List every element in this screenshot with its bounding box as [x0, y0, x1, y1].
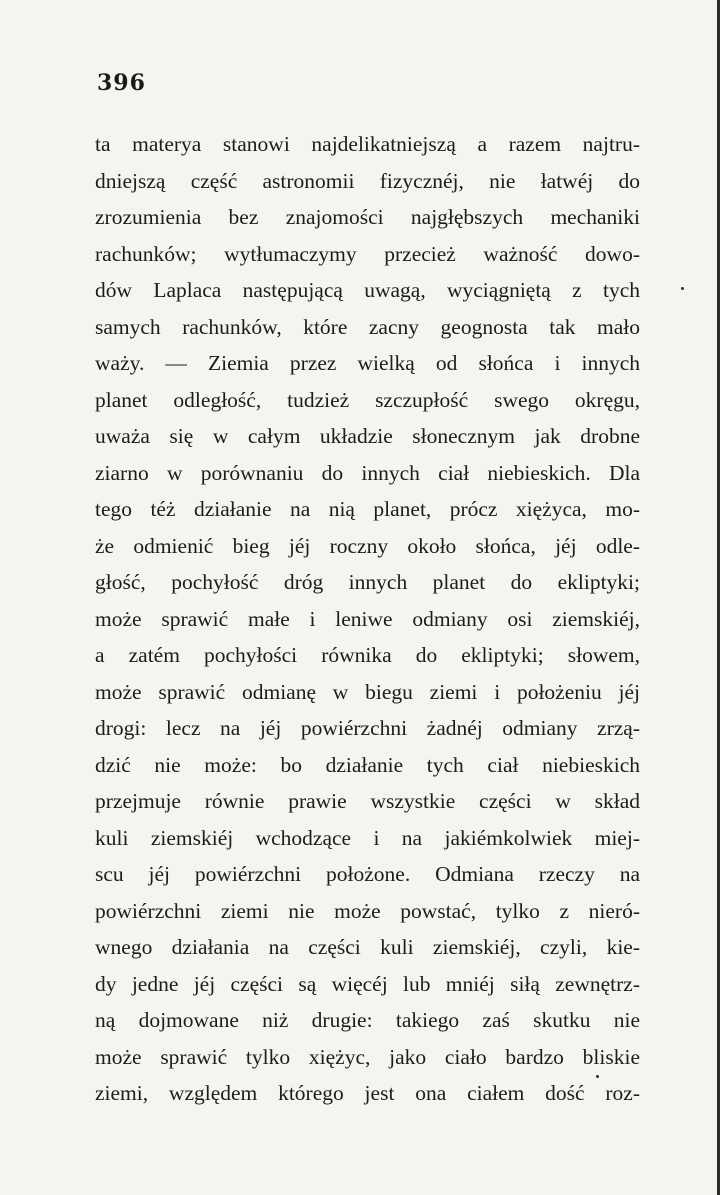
- text-line: dniejszą część astronomii fizycznéj, nie łatwéj do: [95, 168, 640, 193]
- text-line: kuli ziemskiéj wchodzące i na jakiémkolwiek miej-: [95, 825, 640, 850]
- text-line: dy jedne jéj części są więcéj lub mniéj siłą zewnętrz-: [95, 971, 640, 996]
- ink-speck: [681, 287, 684, 290]
- text-line: uważa się w całym układzie słonecznym jak drobne: [95, 424, 640, 448]
- text-line: samych rachunków, które zacny geognosta tak mało: [95, 314, 640, 339]
- text-line: przejmuje równie prawie wszystkie części w skład: [95, 789, 640, 813]
- text-line: ziarno w porównaniu do innych ciał niebieskich. Dla: [95, 460, 640, 485]
- text-line: planet odległość, tudzież szczupłość swego okręgu,: [95, 387, 640, 412]
- text-line: ną dojmowane niż drugie: takiego zaś skutku nie: [95, 1008, 640, 1032]
- text-line: wnego działania na części kuli ziemskiéj, czyli, kie-: [95, 935, 640, 959]
- text-line: dów Laplaca następującą uwagą, wyciągniętą z tych: [95, 278, 640, 302]
- text-line: ziemi, względem którego jest ona ciałem dość roz-: [95, 1081, 640, 1105]
- text-line: powiérzchni ziemi nie może powstać, tylko z nieró-: [95, 898, 640, 923]
- text-line: może sprawić odmianę w biegu ziemi i położeniu jéj: [95, 679, 640, 704]
- text-line: waży. — Ziemia przez wielką od słońca i innych: [95, 351, 640, 375]
- text-line: scu jéj powiérzchni położone. Odmiana rzeczy na: [95, 862, 640, 886]
- page-number: 396: [97, 70, 146, 96]
- text-line: może sprawić małe i leniwe odmiany osi ziemskiéj,: [95, 606, 640, 631]
- text-line: rachunków; wytłumaczymy przecież ważność dowo-: [95, 241, 640, 266]
- body-text: [95, 126, 640, 1112]
- text-line: że odmienić bieg jéj roczny około słońca, jéj odle-: [95, 533, 640, 558]
- text-line: a zatém pochyłości równika do ekliptyki; słowem,: [95, 643, 640, 667]
- text-line: może sprawić tylko xiężyc, jako ciało bardzo bliskie: [95, 1044, 640, 1069]
- text-line: drogi: lecz na jéj powiérzchni żadnéj odmiany zrzą-: [95, 716, 640, 740]
- text-line: ta materya stanowi najdelikatniejszą a razem najtru-: [95, 132, 640, 156]
- text-line: zrozumienia bez znajomości najgłębszych mechaniki: [95, 205, 640, 229]
- ink-speck: [596, 1075, 599, 1078]
- text-line: tego téż działanie na nią planet, prócz xiężyca, mo-: [95, 497, 640, 521]
- text-line: głość, pochyłość dróg innych planet do ekliptyki;: [95, 570, 640, 594]
- text-line: dzić nie może: bo działanie tych ciał niebieskich: [95, 752, 640, 777]
